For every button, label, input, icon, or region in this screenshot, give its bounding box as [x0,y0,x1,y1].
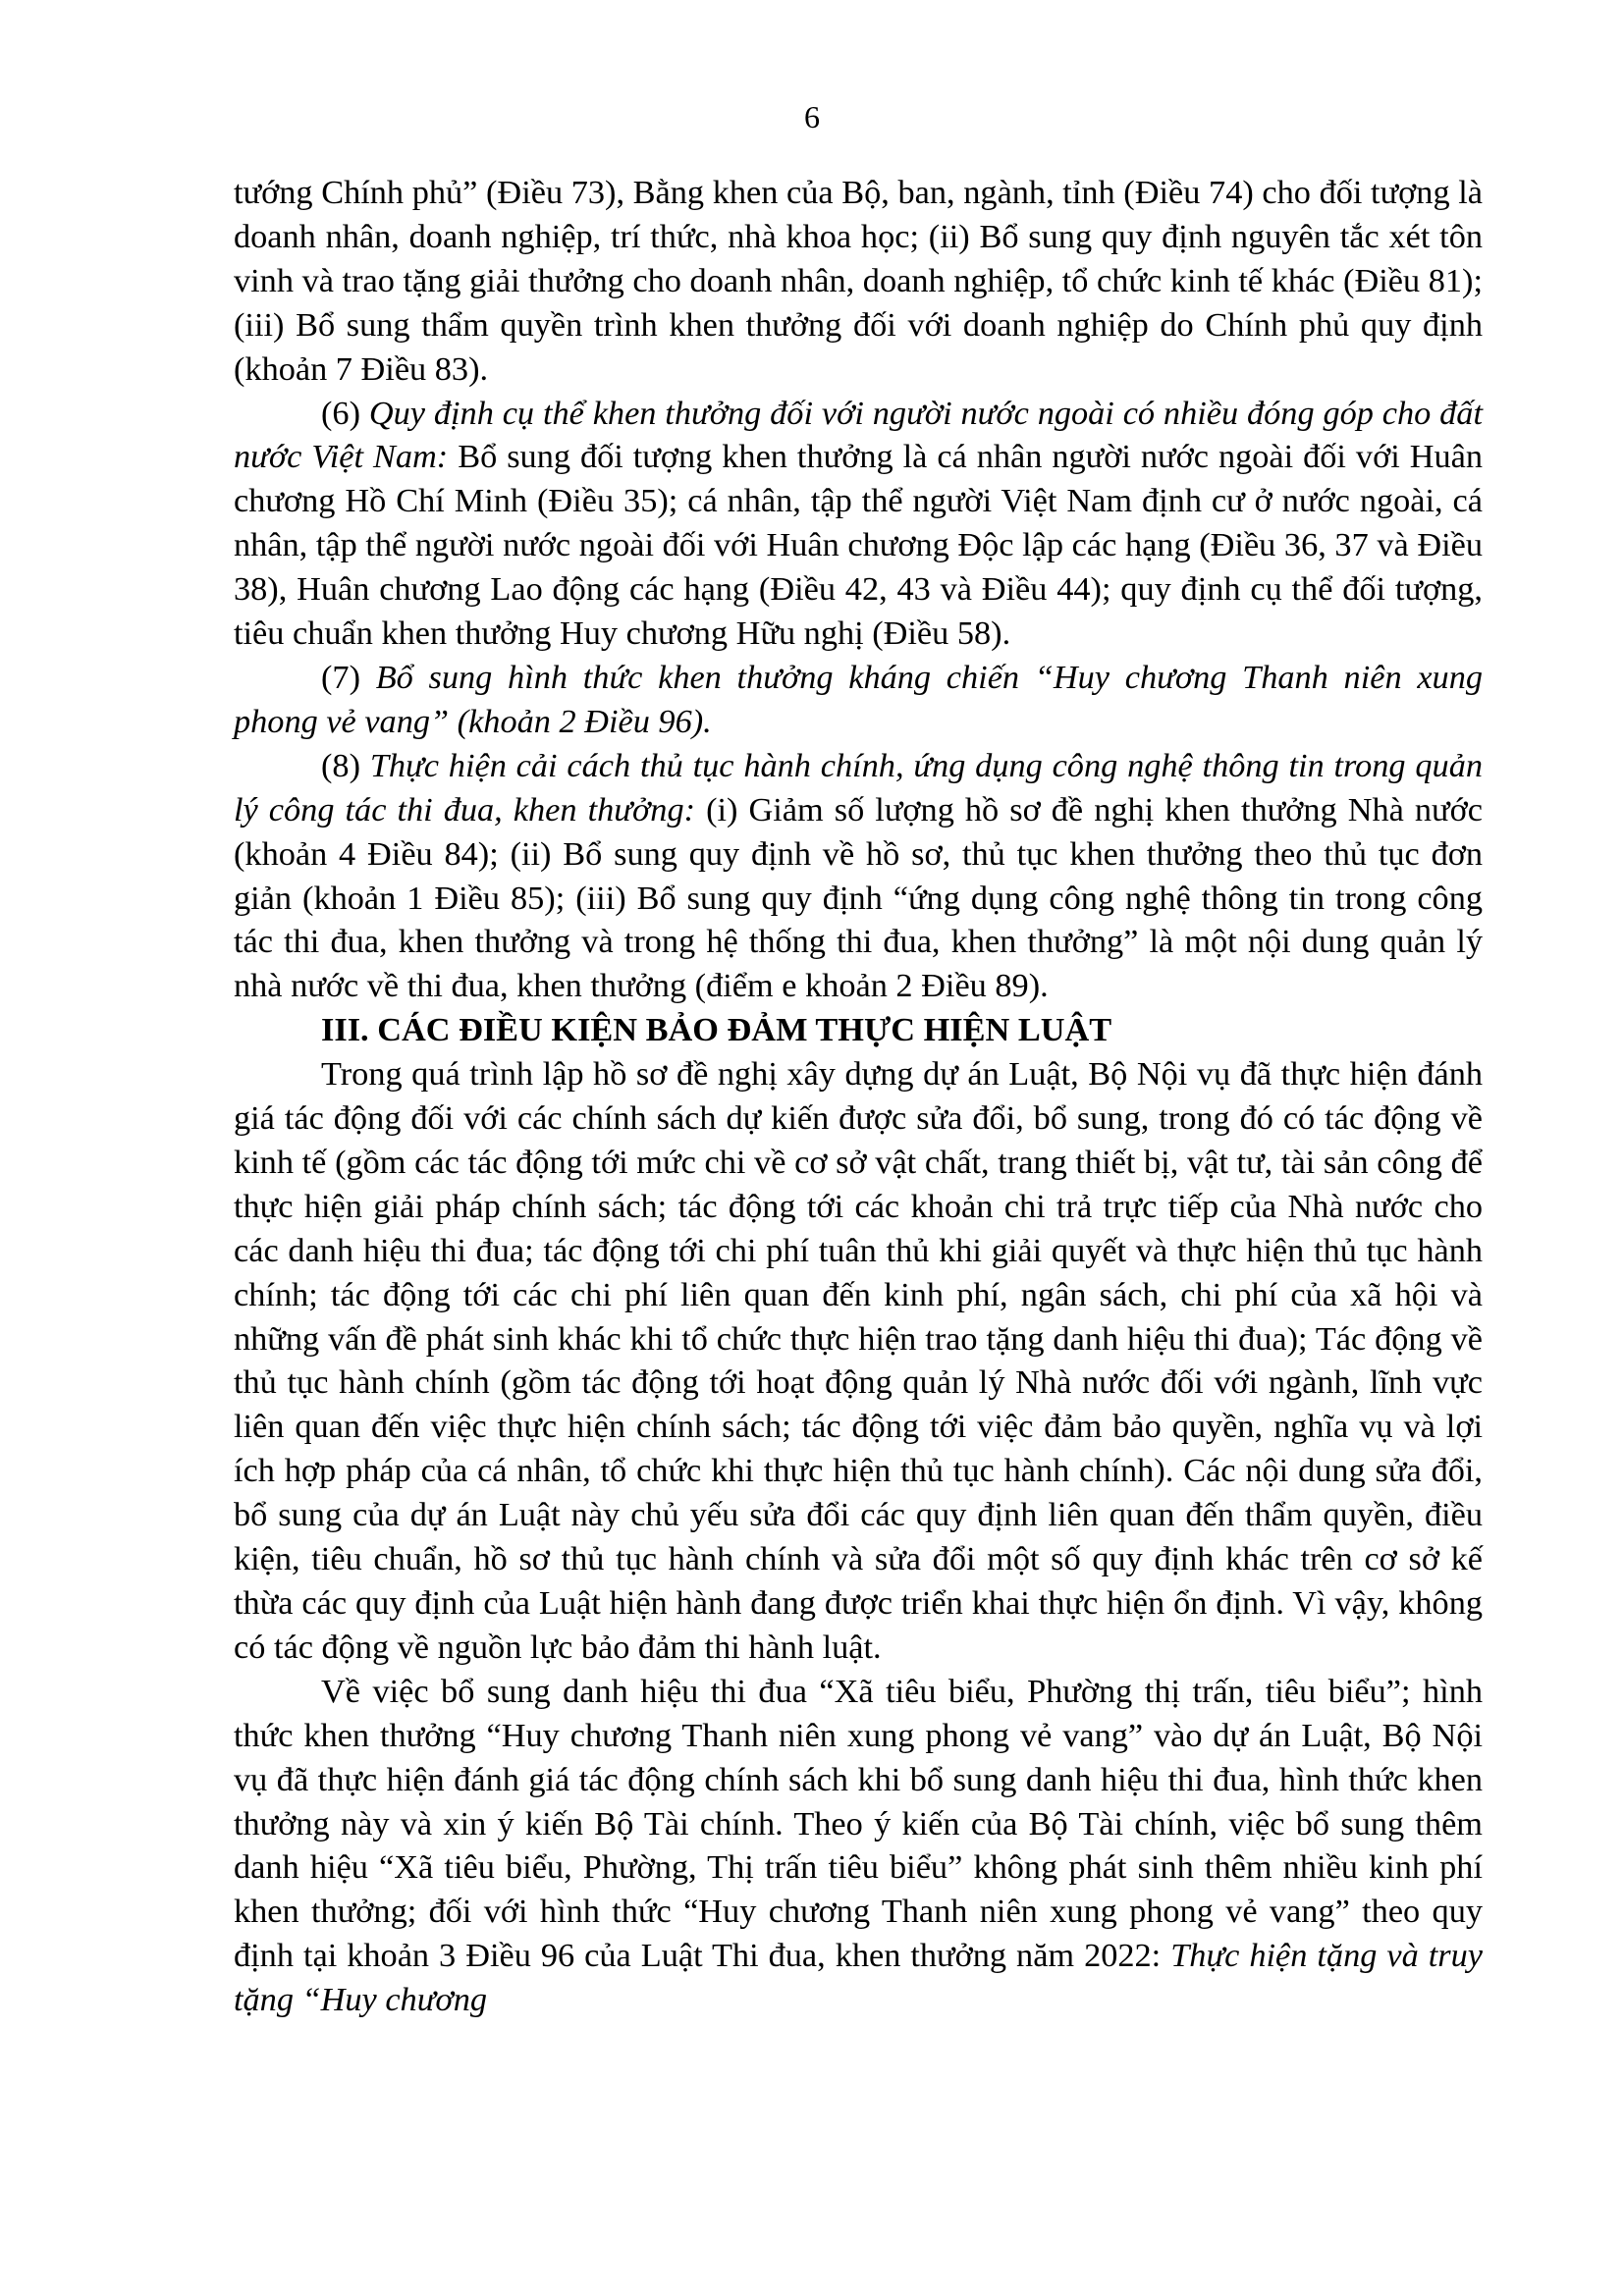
item-text: (i) Giảm số lượng hồ sơ đề nghị khen thưởng Nhà nước (khoản 4 Điều 84); (ii) Bổ sung quy định về hồ sơ, thủ tục khen thưởng theo thủ tục đơn giản (khoản 1 Điều 85); (iii) Bổ sung quy định “ứng dụng công nghệ thông tin trong công tác thi đua, khen thưởng và trong hệ thống thi đua, khen thưởng” là một nội dung quản lý nhà nước về thi đua, khen thưởng (điểm e khoản 2 Điều 89). [234,790,1483,1005]
paragraph-text: tướng Chính phủ” (Điều 73), Bằng khen của Bộ, ban, ngành, tỉnh (Điều 74) cho đối tượng là doanh nhân, doanh nghiệp, trí thức, nhà khoa học; (ii) Bổ sung quy định nguyên tắc xét tôn vinh và trao tặng giải thưởng cho doanh nhân, doanh nghiệp, tổ chức kinh tế khác (Điều 81); (iii) Bổ sung thẩm quyền trình khen thưởng đối với doanh nghiệp do Chính phủ quy định (khoản 7 Điều 83). [234,174,1483,388]
item-number: (7) [321,658,376,696]
item-title: Quy định cụ thể khen thưởng đối với người nước ngoài có nhiều đóng góp cho đất nước Việt Nam: [234,394,1483,476]
item-text: Bổ sung đối tượng khen thưởng là cá nhân người nước ngoài đối với Huân chương Hồ Chí Minh (Điều 35); cá nhân, tập thể người Việt Nam định cư ở nước ngoài, cá nhân, tập thể người nước ngoài đối với Huân chương Độc lập các hạng (Điều 36, 37 và Điều 38), Huân chương Lao động các hạng (Điều 42, 43 và Điều 44); quy định cụ thể đối tượng, tiêu chuẩn khen thưởng Huy chương Hữu nghị (Điều 58). [234,438,1483,653]
document-body [234,171,1483,2022]
paragraph-conditions [234,1052,1483,1670]
item-title: Thực hiện cải cách thủ tục hành chính, ứng dụng công nghệ thông tin trong quản lý công tác thi đua, khen thưởng: [234,746,1483,828]
paragraph-continuation [234,171,1483,392]
paragraph-item-6 [234,392,1483,656]
paragraph-italic-text: Thực hiện tặng và truy tặng “Huy chương [234,1937,1483,2019]
item-number: (8) [321,746,370,784]
item-title: Bổ sung hình thức khen thưởng kháng chiến “Huy chương Thanh niên xung phong vẻ vang” (khoản 2 Điều 96). [234,658,1483,740]
item-number: (6) [321,394,369,432]
paragraph-text: Về việc bổ sung danh hiệu thi đua “Xã tiêu biểu, Phường thị trấn, tiêu biểu”; hình thức khen thưởng “Huy chương Thanh niên xung phong vẻ vang” vào dự án Luật, Bộ Nội vụ đã thực hiện đánh giá tác động chính sách khi bổ sung danh hiệu thi đua, hình thức khen thưởng này và xin ý kiến Bộ Tài chính. Theo ý kiến của Bộ Tài chính, việc bổ sung thêm danh hiệu “Xã tiêu biểu, Phường, Thị trấn tiêu biểu” không phát sinh thêm nhiều kinh phí khen thưởng; đối với hình thức “Huy chương Thanh niên xung phong vẻ vang” theo quy định tại khoản 3 Điều 96 của Luật Thi đua, khen thưởng năm 2022: [234,1672,1483,1975]
paragraph-item-8 [234,744,1483,1008]
paragraph-additions [234,1670,1483,2022]
page-number: 6 [804,99,820,134]
paragraph-text: Trong quá trình lập hồ sơ đề nghị xây dựng dự án Luật, Bộ Nội vụ đã thực hiện đánh giá tác động đối với các chính sách dự kiến được sửa đổi, bổ sung, trong đó có tác động về kinh tế (gồm các tác động tới mức chi về cơ sở vật chất, trang thiết bị, vật tư, tài sản công để thực hiện giải pháp chính sách; tác động tới các khoản chi trả trực tiếp của Nhà nước cho các danh hiệu thi đua; tác động tới chi phí tuân thủ khi giải quyết và thực hiện thủ tục hành chính; tác động tới các chi phí liên quan đến kinh phí, ngân sách, chi phí của xã hội và những vấn đề phát sinh khác khi tổ chức thực hiện trao tặng danh hiệu thi đua); Tác động về thủ tục hành chính (gồm tác động tới hoạt động quản lý Nhà nước đối với ngành, lĩnh vực liên quan đến việc thực hiện chính sách; tác động tới việc đảm bảo quyền, nghĩa vụ và lợi ích hợp pháp của cá nhân, tổ chức khi thực hiện thủ tục hành chính). Các nội dung sửa đổi, bổ sung của dự án Luật này chủ yếu sửa đổi các quy định liên quan đến thẩm quyền, điều kiện, tiêu chuẩn, hồ sơ thủ tục hành chính và sửa đổi một số quy định khác trên cơ sở kế thừa các quy định của Luật hiện hành đang được triển khai thực hiện ổn định. Vì vậy, không có tác động về nguồn lực bảo đảm thi hành luật. [234,1055,1483,1666]
paragraph-item-7 [234,656,1483,744]
section-heading: III. CÁC ĐIỀU KIỆN BẢO ĐẢM THỰC HIỆN LUẬT [321,1011,1112,1049]
